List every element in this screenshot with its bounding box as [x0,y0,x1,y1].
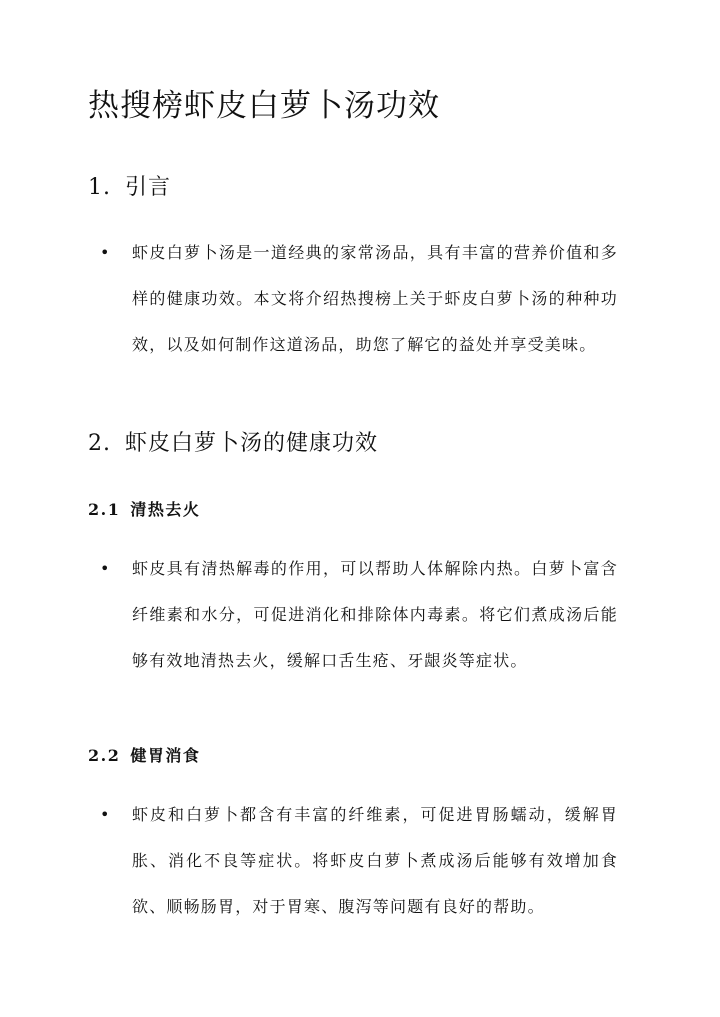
section-number: 1. [88,175,111,200]
subsection-heading-clear-heat [88,498,200,522]
subsection-heading-digestion [88,744,200,768]
document-title: 热搜榜虾皮白萝卜汤功效 [88,88,440,124]
subsection-number: 2.2 [88,746,121,765]
bullet-icon: • [100,805,110,824]
section-title: 引言 [125,175,172,200]
subsection-title: 健胃消食 [130,746,201,765]
list-item [100,546,620,684]
section-heading-intro [88,172,171,204]
list-item [100,230,620,368]
bullet-icon: • [100,243,110,262]
subsection-number: 2.1 [88,500,121,519]
subsection-title: 清热去火 [130,500,201,519]
section-title: 虾皮白萝卜汤的健康功效 [125,431,379,456]
section-heading-health-benefits [88,428,378,460]
bullet-icon: • [100,559,110,578]
paragraph-clear-heat: 虾皮具有清热解毒的作用，可以帮助人体解除内热。白萝卜富含纤维素和水分，可促进消化和排除体内毒素。将它们煮成汤后能够有效地清热去火，缓解口舌生疮、牙龈炎等症状。 [132,559,618,670]
paragraph-digestion: 虾皮和白萝卜都含有丰富的纤维素，可促进胃肠蠕动，缓解胃胀、消化不良等症状。将虾皮白萝卜煮成汤后能够有效增加食欲、顺畅肠胃，对于胃寒、腹泻等问题有良好的帮助。 [132,805,618,916]
section-number: 2. [88,431,111,456]
list-item [100,792,620,930]
paragraph-intro: 虾皮白萝卜汤是一道经典的家常汤品，具有丰富的营养价值和多样的健康功效。本文将介绍热搜榜上关于虾皮白萝卜汤的种种功效，以及如何制作这道汤品，助您了解它的益处并享受美味。 [132,243,618,354]
